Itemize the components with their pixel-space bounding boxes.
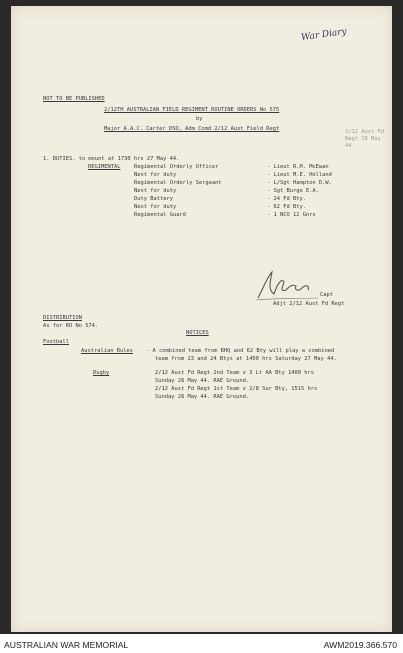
- duties-section: REGIMENTAL: [88, 164, 121, 170]
- duty-role: Duty Battery: [134, 196, 173, 202]
- footer-bar: [0, 634, 403, 653]
- by-line: by: [196, 116, 203, 122]
- rugby-line: Sunday 28 May 44. RAE Ground.: [155, 378, 250, 384]
- duty-name: - 62 Fd Bty.: [267, 204, 306, 210]
- signature-mark: [254, 268, 324, 304]
- rugby-line: Sunday 28 May 44. RAE Ground.: [155, 394, 250, 400]
- footer-institution: AUSTRALIAN WAR MEMORIAL: [4, 640, 129, 650]
- distribution-heading: DISTRIBUTION: [43, 315, 82, 321]
- distribution-text: As for RO No 574.: [43, 323, 99, 329]
- footer-accession-number: AWM2019.366.570: [323, 640, 397, 650]
- australian-rules-line: - A combined team from RHQ and 62 Bty will play a combined: [146, 348, 335, 354]
- duty-name: - Sgt Burge E.A.: [267, 188, 319, 194]
- duty-role: Next for duty: [134, 204, 177, 210]
- duty-role: Next for duty: [134, 172, 177, 178]
- receipt-stamp: 2/12 Aust Fd Regt 28 May 44: [345, 129, 384, 150]
- duty-name: - Lieut M.E. Holland: [267, 172, 332, 178]
- australian-rules-line: team from 23 and 24 Btys at 1400 hrs Saturday 27 May 44.: [155, 356, 337, 362]
- rugby-line: 2/12 Aust Fd Regt 1st Team v 2/8 Sur Bty, 1515 hrs: [155, 386, 318, 392]
- australian-rules-label: Australian Rules: [81, 348, 133, 354]
- duty-name: - 24 Fd Bty.: [267, 196, 306, 202]
- duty-name: - Lieut R.H. McEwan: [267, 164, 329, 170]
- duty-role: Next for duty: [134, 188, 177, 194]
- signature-appointment: Adjt 2/12 Aust Fd Regt: [273, 301, 345, 307]
- rugby-line: 2/12 Aust Fd Regt 2nd Team v 3 Lt AA Bty 1400 hrs: [155, 370, 315, 376]
- duty-role: Regimental Guard: [134, 212, 186, 218]
- rugby-label: Rugby: [93, 370, 110, 376]
- author-line: Major A.A.C. Carter DSO, Adm Comd 2/12 Aust Field Regt: [104, 126, 280, 132]
- duties-intro: 1. DUTIES. to mount at 1730 hrs 27 May 44.: [43, 156, 180, 162]
- notice-category: Football: [43, 339, 69, 345]
- notices-heading: NOTICES: [186, 330, 209, 336]
- duty-name: - L/Sgt Hampton D.W.: [267, 180, 332, 186]
- duty-role: Regimental Orderly Sergeant: [134, 180, 222, 186]
- signature-rank: Capt: [320, 292, 333, 298]
- duty-role: Regimental Orderly Officer: [134, 164, 219, 170]
- document-title: 2/12TH AUSTRALIAN FIELD REGIMENT ROUTINE ORDERS No 575: [104, 107, 280, 113]
- classification-heading: NOT TO BE PUBLISHED: [43, 96, 105, 102]
- duty-name: - 1 NCO 12 Gnrs: [267, 212, 316, 218]
- handwritten-note: War Diary: [300, 26, 348, 44]
